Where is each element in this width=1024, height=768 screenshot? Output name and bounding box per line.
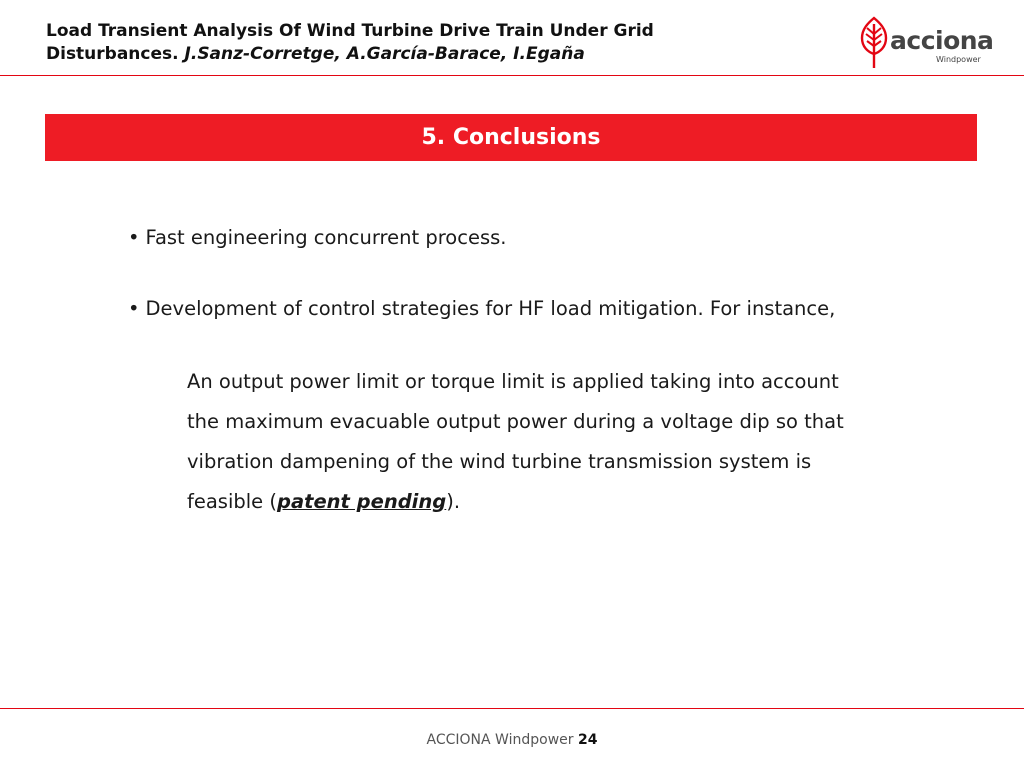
bullet-item — [128, 297, 835, 321]
logo-wordmark: acciona — [890, 26, 994, 55]
slide-header-title — [46, 20, 806, 66]
bullet-item — [128, 226, 506, 250]
paragraph-last-prefix: feasible ( — [187, 490, 277, 513]
bullet-dot: • — [128, 226, 140, 249]
header-title-line1: Load Transient Analysis Of Wind Turbine Drive Train Under Grid — [46, 21, 654, 41]
paragraph-last-line — [187, 482, 967, 522]
patent-pending-emphasis: patent pending — [277, 490, 447, 513]
header-title-line2: Disturbances. — [46, 44, 179, 64]
explanation-paragraph — [187, 362, 967, 522]
paragraph-line: An output power limit or torque limit is applied taking into account — [187, 370, 839, 393]
leaf-icon — [858, 14, 892, 74]
bullet-dot: • — [128, 297, 140, 320]
paragraph-line: the maximum evacuable output power during a voltage dip so that — [187, 410, 844, 433]
bullet-text: Fast engineering concurrent process. — [145, 226, 507, 249]
footer-label: ACCIONA Windpower — [426, 732, 574, 748]
bullet-text: Development of control strategies for HF load mitigation. For instance, — [145, 297, 836, 320]
header-authors: J.Sanz-Corretge, A.García-Barace, I.Egaña — [184, 44, 585, 64]
slide-footer — [0, 731, 1024, 749]
header-divider — [0, 75, 1024, 76]
paragraph-last-suffix: ). — [446, 490, 461, 513]
acciona-logo — [858, 14, 994, 74]
page-number: 24 — [577, 732, 598, 748]
section-title: 5. Conclusions — [421, 125, 601, 150]
section-title-bar — [45, 114, 977, 161]
logo-subtitle: Windpower — [936, 55, 981, 64]
paragraph-line: vibration dampening of the wind turbine transmission system is — [187, 450, 812, 473]
footer-divider — [0, 708, 1024, 709]
